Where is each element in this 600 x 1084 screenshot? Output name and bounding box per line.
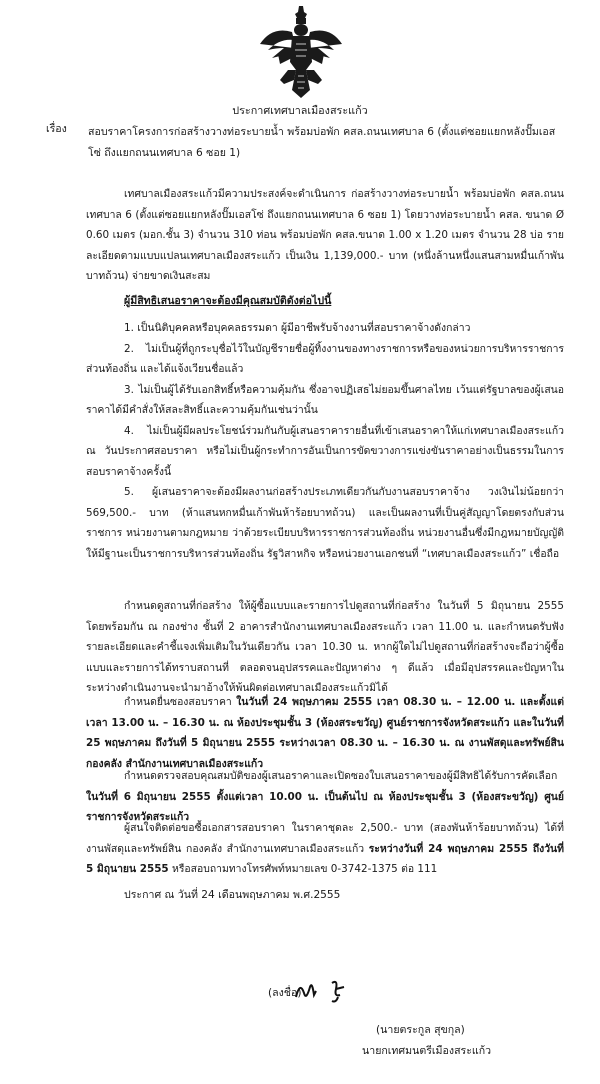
qualification-item-2: 2. ไม่เป็นผู้ที่ถูกระบุชื่อไว้ในบัญชีรายชื่อผู้ทิ้งงานของทางราชการหรือของหน่วยการบริหารราชการส่วนท้องถิ่น และได้แจ้งเวียนชื่อแล้ว	[86, 342, 564, 375]
purchase-lead: ผู้สนใจติดต่อขอซื้อเอกสารสอบราคา ในราคาชุดละ 2,500.- บาท (สองพันห้าร้อยบาทถ้วน) ได้ที่งานพัสดุและทรัพย์สิน กองคลัง สำนักงานเทศบาลเมืองสระแก้ว	[86, 822, 564, 855]
purchase-paragraph	[86, 818, 564, 880]
announcement-date: ประกาศ ณ วันที่ 24 เดือนพฤษภาคม พ.ศ.2555	[124, 889, 341, 901]
subject-label: เรื่อง	[46, 123, 67, 135]
opening-lead: กำหนดตรวจสอบคุณสมบัติของผู้เสนอราคาและเปิดซองใบเสนอราคาของผู้มีสิทธิได้รับการคัดเลือก	[124, 770, 558, 782]
submission-lead: กำหนดยื่นซองสอบราคา	[124, 696, 232, 708]
purchase-dates: ระหว่างวันที่ 24 พฤษภาคม 2555 ถึงวันที่ 5 มิถุนายน 2555	[86, 842, 564, 875]
qualifications-title: ผู้มีสิทธิเสนอราคาจะต้องมีคุณสมบัติดังต่อไปนี้	[124, 295, 332, 307]
signatory-name: (นายตระกูล สุขกุล)	[376, 1024, 465, 1036]
page-title: ประกาศเทศบาลเมืองสระแก้ว	[232, 104, 368, 117]
qualification-item-4: 4. ไม่เป็นผู้มีผลประโยชน์ร่วมกันกับผู้เสนอราคารายอื่นที่เข้าเสนอราคาให้แก่เทศบาลเมืองสระแก้ว ณ วันประกาศสอบราคา หรือไม่เป็นผู้กระทำการอันเป็นการขัดขวางการแข่งขันราคาอย่างเป็นธรรมในการสอบราคาจ้างครั้งนี้	[86, 424, 564, 478]
qualification-item-3: 3. ไม่เป็นผู้ได้รับเอกสิทธิ์หรือความคุ้มกัน ซึ่งอาจปฏิเสธไม่ยอมขึ้นศาลไทย เว้นแต่รัฐบาลของผู้เสนอราคาได้มีคำสั่งให้สละสิทธิ์และความคุ้มกันเช่นว่านั้น	[86, 383, 564, 416]
submission-details: ในวันที่ 24 พฤษภาคม 2555 เวลา 08.30 น. – 12.00 น. และตั้งแต่เวลา 13.00 น. – 16.30 น. ณ ห้องประชุมชั้น 3 (ห้องสระขวัญ) ศูนย์ราชการจังหวัดสระแก้ว และในวันที่ 25 พฤษภาคม ถึงวันที่ 5 มิถุนายน 2555 ระหว่างเวลา 08.30 น. – 16.30 น. ณ งานพัสดุและทรัพย์สิน กองคลัง สำนักงานเทศบาลเมืองสระแก้ว	[86, 696, 564, 770]
submission-paragraph	[86, 692, 564, 774]
signature-label: (ลงชื่อ)	[268, 987, 302, 999]
qualification-item-1: 1. เป็นนิติบุคคลหรือบุคคลธรรมดา ผู้มีอาชีพรับจ้างงานที่สอบราคาจ้างดังกล่าว	[124, 322, 471, 334]
subject-text: สอบราคาโครงการก่อสร้างวางท่อระบายน้ำ พร้อมบ่อพัก คสล.ถนนเทศบาล 6 (ตั้งแต่ซอยแยกหลังปั๊มเอสโซ่ ถึงแยกถนนเทศบาล 6 ซอย 1)	[88, 126, 556, 159]
opening-details: ในวันที่ 6 มิถุนายน 2555 ตั้งแต่เวลา 10.00 น. เป็นต้นไป ณ ห้องประชุมชั้น 3 (ห้องสระขวัญ) ศูนย์ราชการจังหวัดสระแก้ว	[86, 790, 564, 823]
handwritten-signature-icon	[292, 975, 362, 1005]
qualification-item-5: 5. ผู้เสนอราคาจะต้องมีผลงานก่อสร้างประเภทเดียวกันกับงานสอบราคาจ้าง วงเงินไม่น้อยกว่า 569,500.- บาท (ห้าแสนหกหมื่นเก้าพันห้าร้อยบาทถ้วน) และเป็นผลงานที่เป็นคู่สัญญาโดยตรงกับส่วนราชการ หน่วยงานตามกฎหมาย ว่าด้วยระเบียบบริหารราชการส่วนท้องถิ่น หน่วยงานอื่นซึ่งมีกฎหมายบัญญัติให้มีฐานะเป็นราชการบริหารส่วนท้องถิ่น รัฐวิสาหกิจ หรือหน่วยงานเอกชนที่ “เทศบาลเมืองสระแก้ว” เชื่อถือ	[86, 486, 564, 560]
signatory-position: นายกเทศมนตรีเมืองสระแก้ว	[362, 1045, 492, 1057]
site-visit-paragraph: กำหนดดูสถานที่ก่อสร้าง ให้ผู้ซื้อแบบและรายการไปดูสถานที่ก่อสร้าง ในวันที่ 5 มิถุนายน 2555 โดยพร้อมกัน ณ กองช่าง ชั้นที่ 2 อาคารสำนักงานเทศบาลเมืองสระแก้ว เวลา 11.00 น. และกำหนดรับฟังรายละเอียดและคำชี้แจงเพิ่มเติมในวันเดียวกัน เวลา 10.30 น. หากผู้ใดไม่ไปดูสถานที่ก่อสร้างจะถือว่าผู้ซื้อแบบและรายการได้ทราบสถานที่ ตลอดจนอุปสรรคและปัญหาต่าง ๆ ดีแล้ว เมื่อมีอุปสรรคและปัญหาในระหว่างดำเนินงานจะนำมาอ้างให้พ้นผิดต่อเทศบาลเมืองสระแก้วมิได้	[86, 600, 564, 694]
garuda-emblem-icon	[258, 4, 344, 100]
purchase-contact: หรือสอบถามทางโทรศัพท์หมายเลข 0-3742-1375 ต่อ 111	[171, 863, 438, 875]
intro-paragraph: เทศบาลเมืองสระแก้วมีความประสงค์จะดำเนินการ ก่อสร้างวางท่อระบายน้ำ พร้อมบ่อพัก คสล.ถนนเทศบาล 6 (ตั้งแต่ซอยแยกหลังปั๊มเอสโซ่ ถึงแยกถนนเทศบาล 6 ซอย 1) โดยวางท่อระบายน้ำ คสล. ขนาด Ø 0.60 เมตร (มอก.ชั้น 3) จำนวน 310 ท่อน พร้อมบ่อพัก คสล.ขนาด 1.00 x 1.20 เมตร จำนวน 28 บ่อ รายละเอียดตามแบบแปลนเทศบาลเมืองสระแก้ว เป็นเงิน 1,139,000.- บาท (หนึ่งล้านหนึ่งแสนสามหมื่นเก้าพันบาทถ้วน) จ่ายขาดเงินสะสม	[86, 188, 564, 282]
